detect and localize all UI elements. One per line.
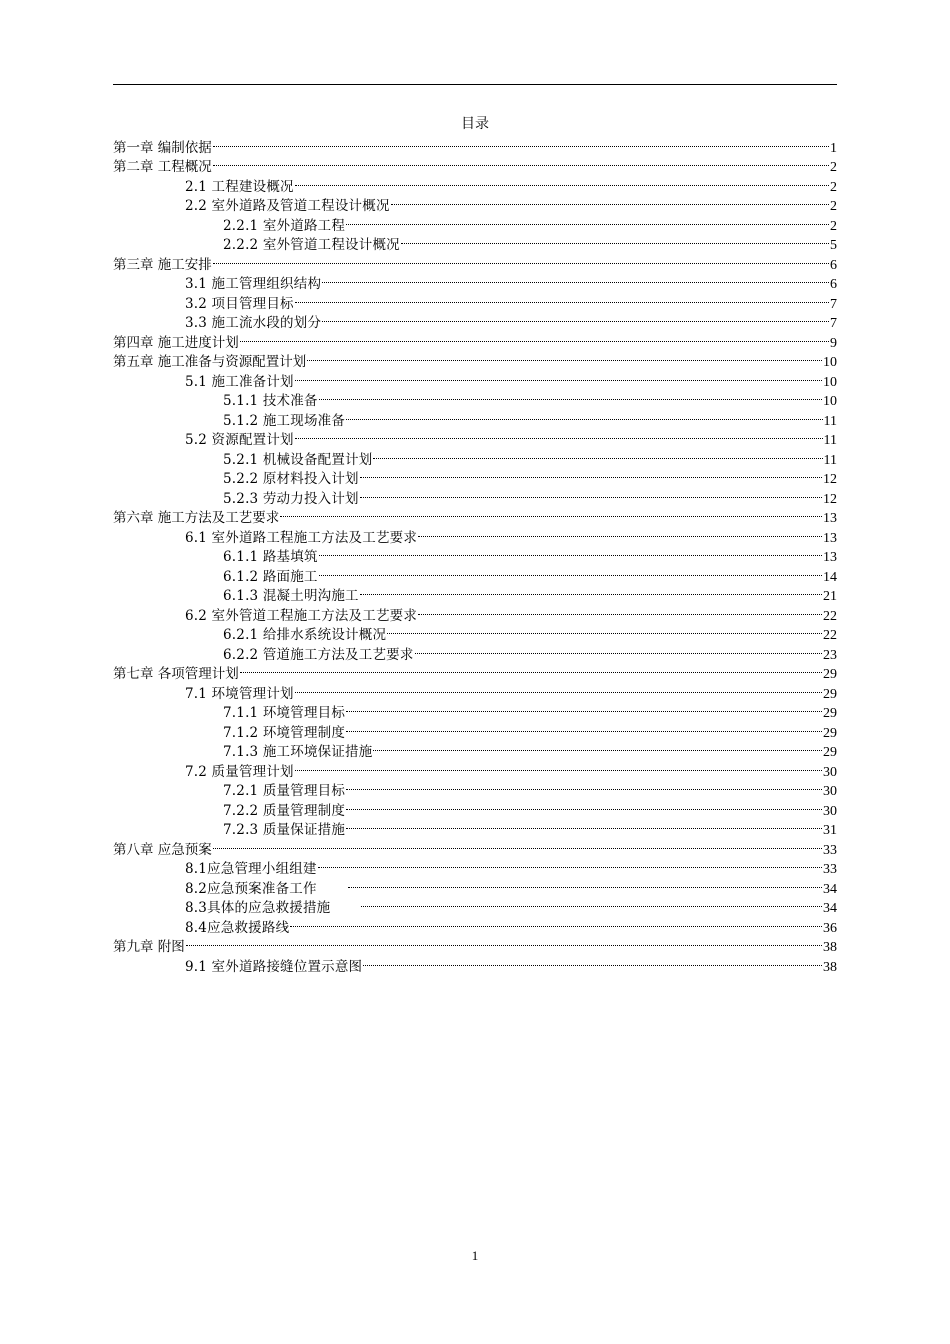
toc-entry-label: 6.1.1 路基填筑 xyxy=(223,549,318,565)
toc-entry-label: 5.1.1 技术准备 xyxy=(223,393,318,409)
toc-entry-page: 23 xyxy=(823,647,837,663)
toc-entry-label: 6.1.2 路面施工 xyxy=(223,568,318,585)
toc-entry-label: 8.3具体的应急救援措施 xyxy=(185,900,331,916)
toc-leader-dots xyxy=(348,873,822,893)
toc-entry-label: 5.2.2 原材料投入计划 xyxy=(223,471,359,487)
toc-entry-page: 38 xyxy=(823,940,837,955)
toc-entry-page: 2 xyxy=(830,218,837,234)
toc-leader-dots xyxy=(322,308,829,328)
toc-leader-dots xyxy=(373,444,822,464)
toc-leader-dots xyxy=(360,464,822,484)
toc-entry-page: 29 xyxy=(823,686,837,702)
toc-entry-label: 5.2 资源配置计划 xyxy=(185,432,294,448)
toc-leader-dots xyxy=(361,893,822,913)
toc-entry-page: 21 xyxy=(823,589,837,604)
toc-entry-label: 6.1 室外道路工程施工方法及工艺要求 xyxy=(185,529,418,546)
toc-leader-dots xyxy=(322,269,829,289)
toc-leader-dots xyxy=(213,152,829,172)
toc-entry[interactable] xyxy=(113,171,837,195)
toc-entry[interactable] xyxy=(113,600,837,624)
toc-entry-label: 2.2 室外道路及管道工程设计概况 xyxy=(185,198,390,214)
toc-entry-page: 12 xyxy=(823,472,837,487)
toc-leader-dots xyxy=(240,327,829,347)
toc-entry[interactable] xyxy=(113,425,837,448)
toc-entry-page: 34 xyxy=(823,881,837,897)
header-rule xyxy=(113,84,837,85)
toc-entry-label: 8.4应急救援路线 xyxy=(185,919,290,936)
toc-entry-label: 8.2应急预案准备工作 xyxy=(185,880,317,897)
toc-entry-label: 6.2.2 管道施工方法及工艺要求 xyxy=(223,646,414,663)
toc-entry-label: 第九章 附图 xyxy=(113,939,185,955)
toc-leader-dots xyxy=(319,542,822,562)
toc-entry-page: 11 xyxy=(823,433,837,448)
toc-entry[interactable] xyxy=(113,483,837,507)
toc-entry-label: 7.2 质量管理计划 xyxy=(185,763,294,780)
toc-leader-dots xyxy=(290,912,822,932)
page-number: 1 xyxy=(471,1248,479,1263)
toc-entry[interactable] xyxy=(113,249,837,273)
toc-entry-page: 6 xyxy=(830,277,837,292)
toc-entry-page: 7 xyxy=(830,296,837,312)
toc-leader-dots xyxy=(280,503,822,523)
toc-leader-dots xyxy=(418,522,822,542)
toc-entry-label: 5.1.2 施工现场准备 xyxy=(223,412,346,429)
toc-entry-label: 7.2.2 质量管理制度 xyxy=(223,802,346,819)
toc-entry-page: 22 xyxy=(823,628,837,643)
toc-entry-page: 22 xyxy=(823,608,837,624)
toc-entry[interactable] xyxy=(113,230,837,253)
toc-entry-page: 11 xyxy=(823,413,837,429)
toc-leader-dots xyxy=(240,659,822,679)
toc-leader-dots xyxy=(295,171,829,191)
toc-entry-page: 38 xyxy=(823,959,837,975)
toc-leader-dots xyxy=(346,405,822,425)
toc-entry-label: 2.1 工程建设概况 xyxy=(185,178,294,195)
toc-entry-page: 29 xyxy=(823,745,837,760)
toc-leader-dots xyxy=(346,210,829,230)
toc-entry-page: 29 xyxy=(823,725,837,741)
toc-entry-label: 7.1.3 施工环境保证措施 xyxy=(223,744,373,760)
toc-entry[interactable] xyxy=(113,561,837,585)
toc-leader-dots xyxy=(295,678,822,698)
toc-entry-label: 2.2.1 室外道路工程 xyxy=(223,217,346,234)
toc-entry[interactable] xyxy=(113,951,837,975)
toc-entry-label: 6.2.1 给排水系统设计概况 xyxy=(223,627,387,643)
toc-entry-label: 2.2.2 室外管道工程设计概况 xyxy=(223,237,400,253)
toc-entry-page: 1 xyxy=(830,140,837,156)
toc-leader-dots xyxy=(213,249,829,269)
toc-leader-dots xyxy=(346,815,822,835)
toc-leader-dots xyxy=(373,737,822,757)
toc-entry-page: 2 xyxy=(830,199,837,214)
toc-entry-page: 7 xyxy=(830,316,837,331)
toc-leader-dots xyxy=(401,230,829,250)
toc-entry[interactable] xyxy=(113,815,837,838)
toc-entry-label: 第八章 应急预案 xyxy=(113,841,212,858)
toc-leader-dots xyxy=(295,425,823,445)
toc-entry-label: 9.1 室外道路接缝位置示意图 xyxy=(185,958,363,975)
toc-leader-dots xyxy=(415,639,822,659)
toc-entry-label: 8.1应急管理小组组建 xyxy=(185,861,317,877)
toc-entry-label: 6.2 室外管道工程施工方法及工艺要求 xyxy=(185,607,418,624)
toc-leader-dots xyxy=(186,932,822,952)
toc-entry-page: 2 xyxy=(830,160,837,175)
toc-entry-label: 3.1 施工管理组织结构 xyxy=(185,276,322,292)
toc-leader-dots xyxy=(387,620,822,640)
toc-entry[interactable] xyxy=(113,659,837,682)
toc-entry-page: 30 xyxy=(823,803,837,819)
toc-leader-dots xyxy=(346,795,822,815)
toc-entry-label: 第一章 编制依据 xyxy=(113,139,212,156)
toc-leader-dots xyxy=(307,347,822,367)
toc-leader-dots xyxy=(360,581,822,601)
toc-entry[interactable] xyxy=(113,503,837,526)
toc-entry-page: 36 xyxy=(823,920,837,936)
toc-entry-page: 5 xyxy=(830,238,837,253)
toc-entry-page: 30 xyxy=(823,764,837,780)
toc-entry[interactable] xyxy=(113,132,837,156)
toc-entry[interactable] xyxy=(113,405,837,429)
toc-entry-page: 10 xyxy=(823,394,837,409)
toc-entry[interactable] xyxy=(113,717,837,741)
toc-entry-label: 7.2.1 质量管理目标 xyxy=(223,783,346,799)
toc-entry-label: 第五章 施工准备与资源配置计划 xyxy=(113,354,307,370)
toc-entry-page: 9 xyxy=(830,335,837,351)
toc-entry[interactable] xyxy=(113,639,837,663)
toc-leader-dots xyxy=(360,483,822,503)
toc-leader-dots xyxy=(391,191,829,211)
toc-entry-page: 33 xyxy=(823,862,837,877)
toc-leader-dots xyxy=(295,366,822,386)
toc-entry[interactable] xyxy=(113,152,837,175)
toc-entry-page: 34 xyxy=(823,901,837,916)
toc-entry-page: 30 xyxy=(823,784,837,799)
toc-entry-label: 5.1 施工准备计划 xyxy=(185,373,294,390)
table-of-contents xyxy=(113,132,837,975)
toc-entry-label: 7.1 环境管理计划 xyxy=(185,685,294,702)
toc-entry-page: 12 xyxy=(823,491,837,507)
toc-entry-label: 7.1.2 环境管理制度 xyxy=(223,724,346,741)
toc-entry-label: 7.2.3 质量保证措施 xyxy=(223,822,346,838)
toc-leader-dots xyxy=(346,776,822,796)
toc-entry-page: 14 xyxy=(823,569,837,585)
toc-leader-dots xyxy=(318,854,822,874)
toc-entry-page: 29 xyxy=(823,706,837,721)
toc-leader-dots xyxy=(346,717,822,737)
toc-entry-label: 第四章 施工进度计划 xyxy=(113,334,239,351)
toc-entry-page: 31 xyxy=(823,823,837,838)
toc-entry[interactable] xyxy=(113,464,837,487)
toc-leader-dots xyxy=(418,600,822,620)
toc-entry-page: 10 xyxy=(823,374,837,390)
toc-entry-label: 5.2.1 机械设备配置计划 xyxy=(223,451,373,468)
toc-entry-label: 第三章 施工安排 xyxy=(113,256,212,273)
toc-entry-label: 第二章 工程概况 xyxy=(113,159,212,175)
toc-entry-page: 2 xyxy=(830,179,837,195)
toc-entry[interactable] xyxy=(113,581,837,604)
toc-entry-label: 7.1.1 环境管理目标 xyxy=(223,705,346,721)
toc-entry-page: 11 xyxy=(823,452,837,468)
toc-leader-dots xyxy=(363,951,822,971)
toc-entry-label: 5.2.3 劳动力投入计划 xyxy=(223,490,359,507)
toc-entry[interactable] xyxy=(113,834,837,858)
toc-entry[interactable] xyxy=(113,737,837,760)
toc-leader-dots xyxy=(295,756,822,776)
toc-entry[interactable] xyxy=(113,269,837,292)
toc-leader-dots xyxy=(319,561,822,581)
toc-entry-label: 第七章 各项管理计划 xyxy=(113,666,239,682)
toc-leader-dots xyxy=(319,386,822,406)
toc-entry-page: 6 xyxy=(830,257,837,273)
toc-leader-dots xyxy=(346,698,822,718)
toc-entry[interactable] xyxy=(113,932,837,955)
toc-entry-label: 3.2 项目管理目标 xyxy=(185,295,294,312)
toc-entry-page: 10 xyxy=(823,355,837,370)
toc-entry[interactable] xyxy=(113,854,837,877)
toc-leader-dots xyxy=(213,834,822,854)
toc-entry-label: 6.1.3 混凝土明沟施工 xyxy=(223,588,359,604)
toc-title: 目录 xyxy=(461,116,489,132)
toc-entry-page: 13 xyxy=(823,530,837,546)
toc-entry-page: 13 xyxy=(823,550,837,565)
toc-entry[interactable] xyxy=(113,756,837,780)
toc-entry-page: 29 xyxy=(823,667,837,682)
toc-entry-page: 33 xyxy=(823,842,837,858)
toc-entry-page: 13 xyxy=(823,511,837,526)
toc-entry-label: 第六章 施工方法及工艺要求 xyxy=(113,510,280,526)
toc-leader-dots xyxy=(213,132,829,152)
toc-entry[interactable] xyxy=(113,795,837,819)
toc-leader-dots xyxy=(295,288,829,308)
toc-entry-label: 3.3 施工流水段的划分 xyxy=(185,315,322,331)
